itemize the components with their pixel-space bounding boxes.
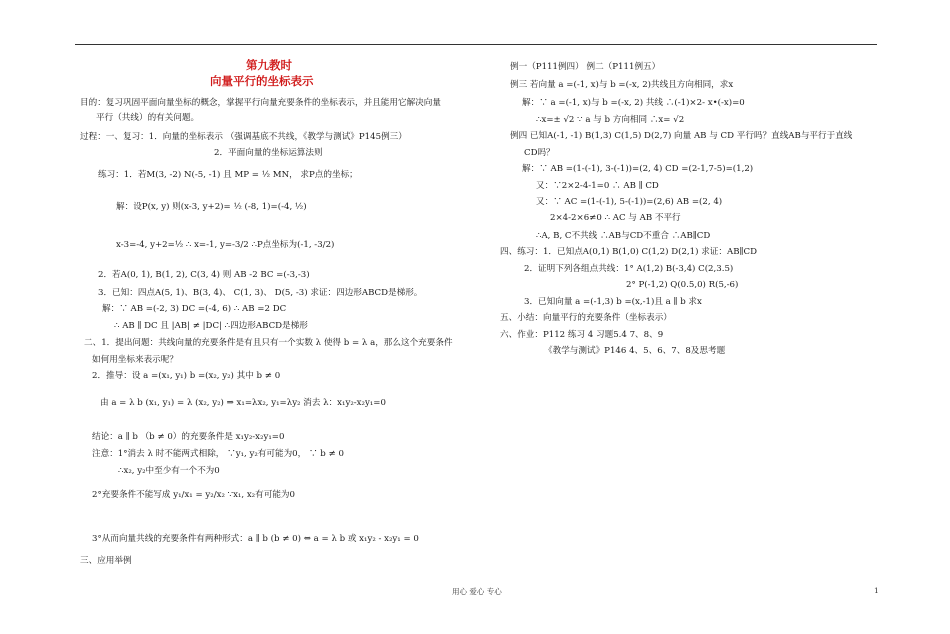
right-text-line: 五、小结：向量平行的充要条件（坐标表示） bbox=[500, 313, 672, 323]
left-text-line: 3°从而向量共线的充要条件有两种形式：a ∥ b (b ≠ 0) ⇔ a = λ b 或 x₁y₂ - x₂y₁ = 0 bbox=[92, 534, 419, 544]
left-text-line: ∴ AB ∥ DC 且 |AB| ≠ |DC| ∴四边形ABCD是梯形 bbox=[114, 321, 308, 331]
left-text-line: 三、应用举例 bbox=[80, 556, 132, 566]
left-text-line: 结论：a ∥ b （b ≠ 0）的充要条件是 x₁y₂-x₂y₁=0 bbox=[92, 432, 285, 442]
right-text-line: 例三 若向量 a =(-1, x)与 b =(-x, 2)共线且方向相同，求x bbox=[510, 80, 734, 90]
left-text-line: ∴x₂, y₂中至少有一个不为0 bbox=[118, 466, 220, 476]
left-text-line: 平行（共线）的有关问题。 bbox=[96, 113, 200, 123]
right-text-line: 例一（P111例四） 例二（P111例五） bbox=[510, 62, 661, 72]
footer-text: 用心 爱心 专心 bbox=[452, 587, 502, 596]
left-text-line: x-3=-4, y+2=½ ∴ x=-1, y=-3/2 ∴P点坐标为(-1, -3/2) bbox=[116, 240, 335, 250]
right-text-line: 又：∵ AC =(1-(-1), 5-(-1))=(2,6) AB =(2, 4) bbox=[536, 197, 723, 207]
left-text-line: 2．若A(0, 1), B(1, 2), C(3, 4) 则 AB -2 BC =(-3,-3) bbox=[98, 270, 310, 280]
left-text-line: 2．平面向量的坐标运算法则 bbox=[214, 148, 323, 158]
left-text-line: 二、1．提出问题：共线向量的充要条件是有且只有一个实数 λ 使得 b = λ a，那么这个充要条件 bbox=[84, 338, 453, 348]
right-text-line: 解：∵ a =(-1, x)与 b =(-x, 2) 共线 ∴(-1)×2- x•(-x)=0 bbox=[522, 98, 745, 108]
right-text-line: ∴x=± √2 ∵ a 与 b 方向相同 ∴x= √2 bbox=[536, 115, 685, 125]
left-text-line: 3．已知：四点A(5, 1)、B(3, 4)、 C(1, 3)、 D(5, -3) 求证：四边形ABCD是梯形。 bbox=[98, 288, 423, 298]
left-text-line: 练习：1．若M(3, -2) N(-5, -1) 且 MP = ½ MN， 求P点的坐标； bbox=[98, 170, 358, 180]
right-text-line: 四、练习：1．已知点A(0,1) B(1,0) C(1,2) D(2,1) 求证：AB∥CD bbox=[500, 247, 757, 257]
left-text-line: 2°充要条件不能写成 y₁/x₁ = y₂/x₂ ∵x₁, x₂有可能为0 bbox=[92, 490, 295, 500]
title-line-1: 第九教时 bbox=[246, 58, 292, 72]
left-text-line: 注意：1°消去 λ 时不能两式相除， ∵y₁, y₂有可能为0， ∵ b ≠ 0 bbox=[92, 449, 344, 459]
left-text-line: 过程：一、复习：1．向量的坐标表示 （强调基底不共线，《教学与测试》P145例三） bbox=[80, 132, 407, 142]
title-line-2: 向量平行的坐标表示 bbox=[210, 74, 314, 88]
left-text-line: 解：设P(x, y) 则(x-3, y+2)= ½ (-8, 1)=(-4, ½) bbox=[116, 202, 307, 212]
right-text-line: 又：∵2×2-4-1=0 ∴ AB ∥ CD bbox=[536, 181, 659, 191]
right-text-line: 六、作业：P112 练习 4 习题5.4 7、8、9 bbox=[500, 330, 664, 340]
left-text-line: 2．推导：设 a =(x₁, y₁) b =(x₂, y₂) 其中 b ≠ 0 bbox=[92, 371, 281, 381]
left-text-line: 由 a = λ b (x₁, y₁) = λ (x₂, y₂) ⇒ x₁=λx₂, y₁=λy₂ 消去 λ：x₁y₂-x₂y₁=0 bbox=[100, 398, 386, 408]
right-text-line: 例四 已知A(-1, -1) B(1,3) C(1,5) D(2,7) 向量 AB 与 CD 平行吗？直线AB与平行于直线 bbox=[510, 131, 853, 141]
left-text-line: 解：∵ AB =(-2, 3) DC =(-4, 6) ∴ AB =2 DC bbox=[102, 304, 287, 314]
right-text-line: ∴A, B, C不共线 ∴AB与CD不重合 ∴AB∥CD bbox=[536, 231, 711, 241]
right-text-line: 2．证明下列各组点共线：1° A(1,2) B(-3,4) C(2,3.5) bbox=[524, 264, 734, 274]
page-number: 1 bbox=[874, 586, 879, 595]
right-text-line: 2° P(-1,2) Q(0.5,0) R(5,-6) bbox=[626, 280, 739, 290]
left-text-line: 如何用坐标来表示呢？ bbox=[92, 355, 178, 365]
right-text-line: 《教学与测试》P146 4、5、6、7、8及思考题 bbox=[544, 346, 726, 356]
left-text-line: 目的：复习巩固平面向量坐标的概念，掌握平行向量充要条件的坐标表示，并且能用它解决向量 bbox=[80, 98, 441, 108]
right-text-line: CD吗？ bbox=[524, 148, 555, 158]
header-rule bbox=[75, 44, 877, 45]
right-text-line: 2×4-2×6≠0 ∴ AC 与 AB 不平行 bbox=[550, 213, 681, 223]
right-text-line: 解：∵ AB =(1-(-1), 3-(-1))=(2, 4) CD =(2-1,7-5)=(1,2) bbox=[522, 164, 754, 174]
right-text-line: 3．已知向量 a =(-1,3) b =(x,-1)且 a ∥ b 求x bbox=[524, 297, 702, 307]
